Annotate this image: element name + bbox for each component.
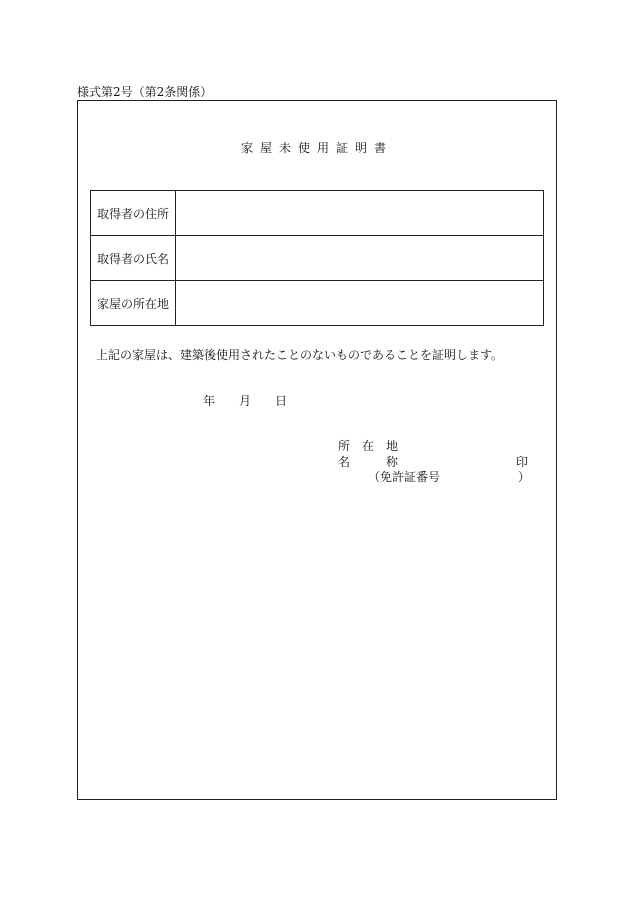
license-number-close: ） — [518, 470, 531, 484]
house-location-label: 家屋の所在地 — [91, 281, 176, 326]
seal-mark: 印 — [516, 455, 529, 469]
form-number-label: 様式第2号（第2条関係） — [77, 85, 213, 99]
license-number-open: （免許証番号 — [368, 470, 441, 484]
certificate-frame — [77, 100, 557, 800]
date-day-label: 日 — [275, 394, 288, 408]
info-table — [90, 190, 544, 326]
date-month-label: 月 — [239, 394, 252, 408]
acquirer-name-field[interactable] — [176, 236, 544, 281]
table-row — [91, 191, 544, 236]
house-location-field[interactable] — [176, 281, 544, 326]
issuer-name-label: 名 称 — [338, 455, 399, 469]
certification-statement: 上記の家屋は、建築後使用されたことのないものであることを証明します。 — [96, 348, 504, 362]
table-row — [91, 236, 544, 281]
date-year-label: 年 — [203, 394, 216, 408]
acquirer-address-field[interactable] — [176, 191, 544, 236]
acquirer-address-label: 取得者の住所 — [91, 191, 176, 236]
document-title: 家屋未使用証明書 — [240, 141, 393, 155]
issuer-address-label: 所 在 地 — [338, 439, 399, 453]
table-row — [91, 281, 544, 326]
acquirer-name-label: 取得者の氏名 — [91, 236, 176, 281]
